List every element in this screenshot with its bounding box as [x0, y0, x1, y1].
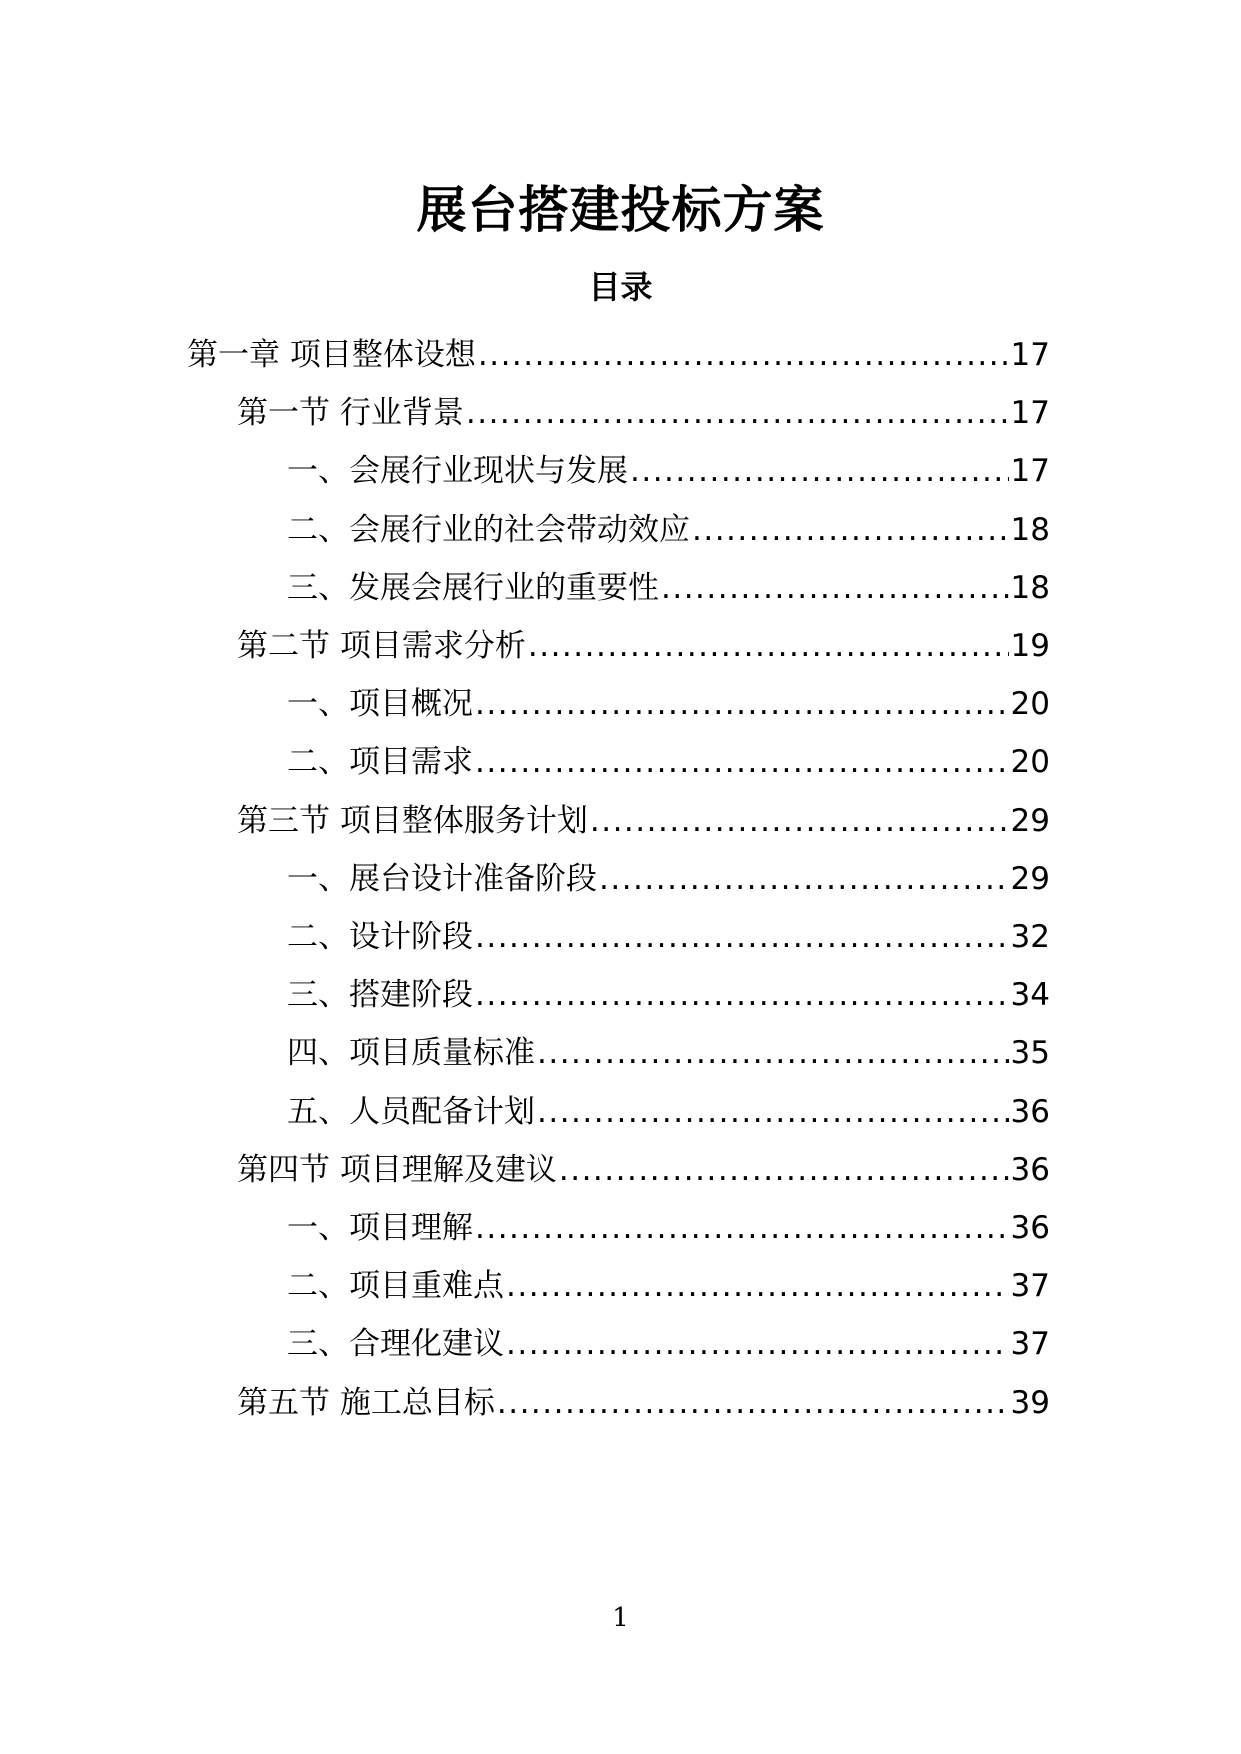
toc-dot-leader [475, 970, 1009, 1020]
toc-dot-leader [590, 796, 1009, 846]
toc-entry-page: 36 [1010, 1093, 1050, 1130]
toc-entry-page: 18 [1010, 569, 1050, 606]
toc-entry[interactable] [287, 1319, 1050, 1369]
toc-dot-leader [692, 505, 1009, 555]
toc-entry-page: 37 [1010, 1268, 1050, 1305]
toc-entry[interactable] [287, 1261, 1050, 1311]
toc-entry-label: 一、项目概况 [287, 686, 473, 723]
toc-dot-leader [478, 330, 1009, 380]
toc-entry-label: 第二节 项目需求分析 [237, 628, 526, 664]
toc-dot-leader [475, 912, 1009, 962]
toc-entry-label: 第四节 项目理解及建议 [237, 1151, 557, 1188]
toc-dot-leader [661, 563, 1009, 613]
toc-dot-leader [559, 1145, 1009, 1195]
toc-dot-leader [537, 1028, 1009, 1078]
toc-entry-label: 三、合理化建议 [287, 1326, 504, 1363]
toc-heading: 目录 [588, 268, 653, 306]
toc-entry-label: 二、项目需求 [287, 744, 473, 781]
toc-dot-leader [537, 1087, 1009, 1137]
toc-entry-page: 36 [1010, 1151, 1050, 1188]
toc-entry-label: 二、设计阶段 [287, 919, 473, 955]
toc-dot-leader [506, 1319, 1009, 1369]
toc-entry-page: 37 [1010, 1326, 1050, 1363]
toc-entry[interactable] [237, 621, 1050, 671]
toc-entry-page: 34 [1010, 977, 1050, 1014]
toc-entry-page: 17 [1010, 453, 1050, 490]
toc-entry-page: 20 [1010, 744, 1050, 781]
toc-entry-page: 29 [1010, 860, 1050, 897]
toc-entry[interactable] [287, 912, 1050, 962]
toc-entry-label: 一、项目理解 [287, 1210, 473, 1246]
toc-entry-page: 17 [1010, 395, 1050, 432]
toc-entry-page: 32 [1010, 919, 1050, 955]
toc-entry-label: 三、发展会展行业的重要性 [287, 569, 659, 606]
toc-entry-label: 四、项目质量标准 [287, 1035, 535, 1072]
toc-entry-page: 17 [1010, 337, 1050, 373]
toc-entry-label: 二、项目重难点 [287, 1268, 504, 1305]
toc-dot-leader [475, 1203, 1009, 1253]
toc-entry-page: 18 [1010, 511, 1050, 548]
toc-dot-leader [506, 1261, 1009, 1311]
toc-entry[interactable] [237, 388, 1050, 438]
toc-entry[interactable] [237, 1145, 1050, 1195]
toc-entry-label: 一、会展行业现状与发展 [287, 453, 628, 490]
toc-entry[interactable] [287, 737, 1050, 787]
toc-dot-leader [475, 679, 1009, 729]
toc-entry[interactable] [287, 970, 1050, 1020]
toc-entry[interactable] [287, 1203, 1050, 1253]
toc-entry-label: 第一章 项目整体设想 [187, 337, 476, 373]
toc-entry[interactable] [187, 330, 1050, 380]
toc-dot-leader [599, 854, 1009, 904]
toc-dot-leader [528, 621, 1009, 671]
toc-entry[interactable] [287, 505, 1050, 555]
toc-entry-page: 19 [1010, 628, 1050, 664]
toc-entry[interactable] [237, 796, 1050, 846]
toc-dot-leader [497, 1378, 1009, 1428]
toc-entry-label: 五、人员配备计划 [287, 1093, 535, 1130]
toc-entry-label: 三、搭建阶段 [287, 977, 473, 1014]
toc-entry-page: 36 [1010, 1210, 1050, 1246]
toc-entry[interactable] [237, 1378, 1050, 1428]
toc-entry[interactable] [287, 1087, 1050, 1137]
page-number: 1 [612, 1603, 629, 1633]
toc-entry-page: 29 [1010, 802, 1050, 839]
document-title: 展台搭建投标方案 [416, 181, 825, 239]
toc-dot-leader [630, 446, 1009, 496]
toc-entry-label: 第三节 项目整体服务计划 [237, 802, 588, 839]
toc-entry-label: 第五节 施工总目标 [237, 1384, 495, 1421]
toc-entry-page: 35 [1010, 1035, 1050, 1072]
toc-entry[interactable] [287, 679, 1050, 729]
toc-entry-label: 一、展台设计准备阶段 [287, 860, 597, 897]
toc-dot-leader [466, 388, 1009, 438]
toc-entry-label: 二、会展行业的社会带动效应 [287, 511, 690, 548]
toc-entry[interactable] [287, 1028, 1050, 1078]
toc-dot-leader [475, 737, 1009, 787]
toc-entry[interactable] [287, 563, 1050, 613]
toc-entry[interactable] [287, 854, 1050, 904]
toc-entry-label: 第一节 行业背景 [237, 395, 464, 432]
toc-entry[interactable] [287, 446, 1050, 496]
toc-entry-page: 39 [1010, 1384, 1050, 1421]
toc-entry-page: 20 [1010, 686, 1050, 723]
